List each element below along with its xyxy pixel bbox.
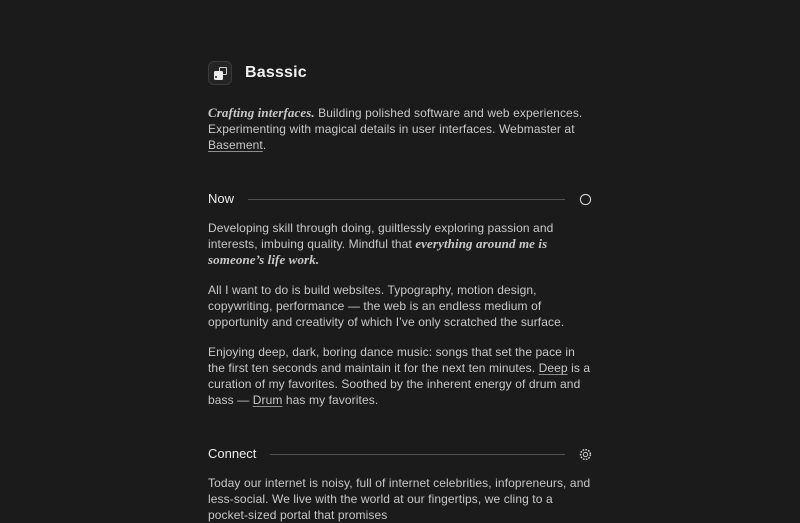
body-text: . xyxy=(262,138,267,152)
intro-paragraph xyxy=(208,105,592,153)
circle-icon xyxy=(579,193,592,206)
overlapping-squares-icon xyxy=(214,67,227,80)
body-text: Developing skill through doing, guiltlessly exploring passion and interests, imbuing quality. Mindful that xyxy=(208,221,554,251)
body-text: Building polished software and web experiences. Experimenting with magical details in user interfaces. Webmaster at xyxy=(208,106,583,136)
section-now xyxy=(208,191,592,408)
site-title: Basssic xyxy=(245,64,307,81)
basement-link[interactable]: Basement xyxy=(208,138,263,152)
section-paragraph xyxy=(208,282,592,330)
section-connect xyxy=(208,446,592,523)
site-logo[interactable] xyxy=(208,61,232,85)
section-paragraph xyxy=(208,344,592,408)
section-header-now xyxy=(208,191,592,207)
body-text: All I want to do is build websites. Typography, motion design, copywriting, performance — the web is an endless medium of opportunity and creativity of which I’ve only scratched the surface. xyxy=(208,283,565,329)
site-header xyxy=(208,61,592,85)
section-paragraph xyxy=(208,475,592,523)
section-paragraph xyxy=(208,220,592,268)
body-text: Today our internet is noisy, full of internet celebrities, infopreneurs, and less-social. We live with the world at our fingertips, we cling to a pocket-sized portal that promises xyxy=(208,476,591,522)
section-divider xyxy=(270,454,565,455)
section-label-now: Now xyxy=(208,191,235,206)
section-header-connect xyxy=(208,446,592,462)
emphasis-text: Crafting interfaces. xyxy=(208,105,315,120)
body-text: is a curation of my favorites. Soothed by the inherent energy of drum and bass — xyxy=(208,361,591,407)
emphasis-text: everything around me is someone’s life work. xyxy=(208,236,548,267)
section-label-connect: Connect xyxy=(208,446,257,461)
gear-icon xyxy=(579,448,592,461)
sections-container xyxy=(208,191,592,523)
section-divider xyxy=(248,199,565,200)
drum-link[interactable]: Drum xyxy=(252,393,283,407)
deep-link[interactable]: Deep xyxy=(538,361,568,375)
body-text: Enjoying deep, dark, boring dance music: songs that set the pace in the first ten seconds and maintain it for the next ten minutes. xyxy=(208,345,575,375)
body-text: has my favorites. xyxy=(282,393,379,407)
content-column xyxy=(208,0,592,523)
